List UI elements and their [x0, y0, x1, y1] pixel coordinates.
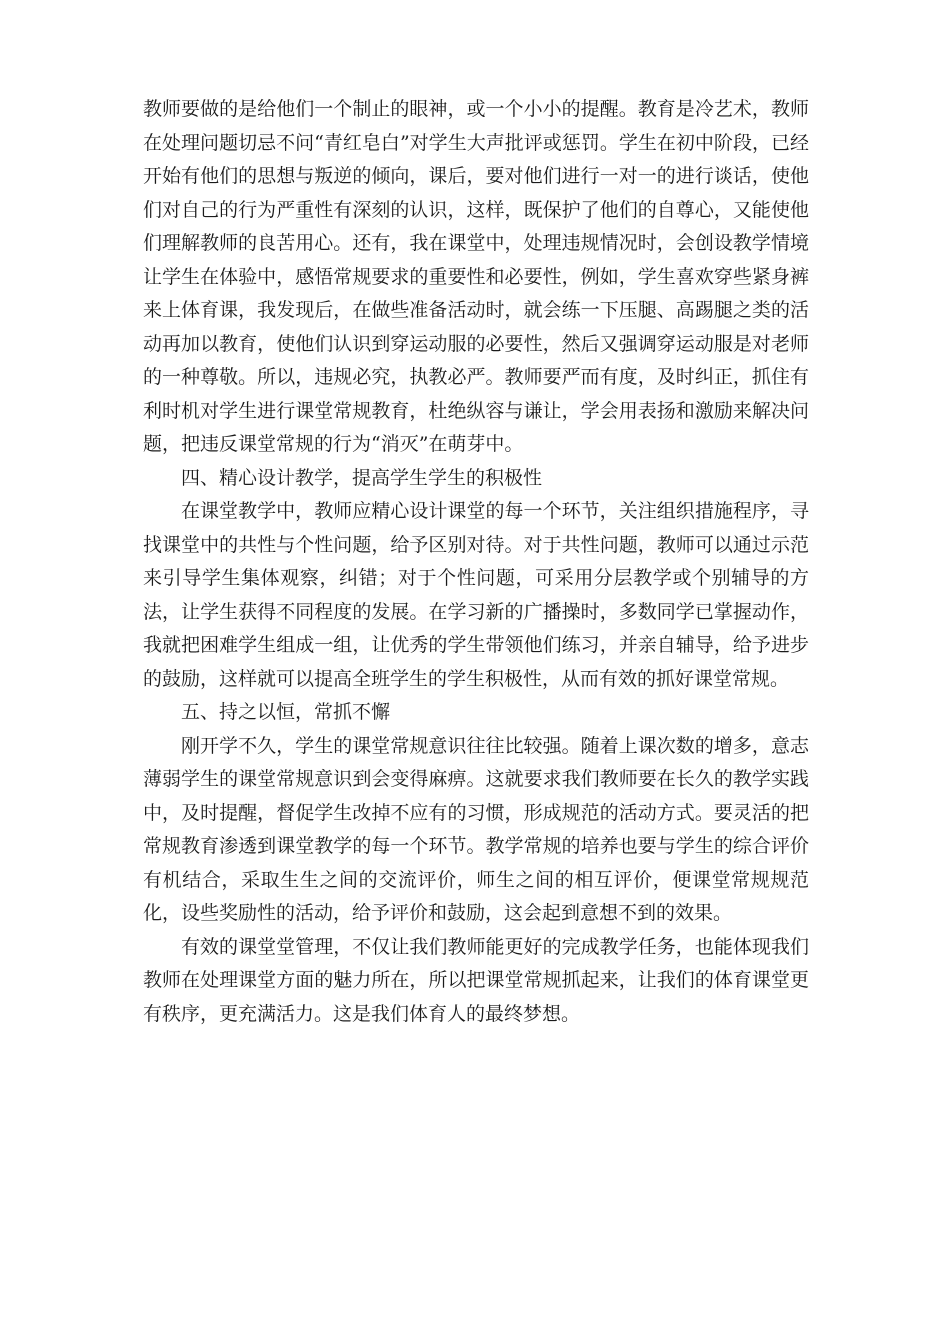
- paragraph-continuation: 教师要做的是给他们一个制止的眼神，或一个小小的提醒。教育是冷艺术，教师在处理问题切忌不问“青红皂白”对学生大声批评或惩罚。学生在初中阶段，已经开始有他们的思想与叛逆的倾向，课后，要对他们进行一对一的进行谈话，使他们对自己的行为严重性有深刻的认识，这样，既保护了他们的自尊心，又能使他们理解教师的良苦用心。还有，我在课堂中，处理违规情况时，会创设教学情境让学生在体验中，感悟常规要求的重要性和必要性，例如，学生喜欢穿些紧身裤来上体育课，我发现后，在做些准备活动时，就会练一下压腿、高踢腿之类的活动再加以教育，使他们认识到穿运动服的必要性，然后又强调穿运动服是对老师的一种尊敬。所以，违规必究，执教必严。教师要严而有度，及时纠正，抓住有利时机对学生进行课堂常规教育，杜绝纵容与谦让，学会用表扬和激励来解决问题，把违反课堂常规的行为“消灭”在萌芽中。: [143, 98, 809, 455]
- document-body: [143, 93, 809, 1031]
- paragraph-section-four: 在课堂教学中，教师应精心设计课堂的每一个环节，关注组织措施程序，寻找课堂中的共性与个性问题，给予区别对待。对于共性问题，教师可以通过示范来引导学生集体观察，纠错；对于个性问题，可采用分层教学或个别辅导的方法，让学生获得不同程度的发展。在学习新的广播操时，多数同学已掌握动作，我就把困难学生组成一组，让优秀的学生带领他们练习，并亲自辅导，给予进步的鼓励，这样就可以提高全班学生的学生积极性，从而有效的抓好课堂常规。: [143, 500, 809, 690]
- section-heading-five: 五、持之以恒，常抓不懈: [181, 701, 391, 723]
- paragraph-conclusion: 有效的课堂堂管理，不仅让我们教师能更好的完成教学任务，也能体现我们教师在处理课堂方面的魅力所在，所以把课堂常规抓起来，让我们的体育课堂更有秩序，更充满活力。这是我们体育人的最终梦想。: [143, 935, 809, 1025]
- section-heading-four: 四、精心设计教学，提高学生学生的积极性: [181, 466, 543, 489]
- paragraph-section-five: 刚开学不久，学生的课堂常规意识往往比较强。随着上课次数的增多，意志薄弱学生的课堂常规意识到会变得麻痹。这就要求我们教师要在长久的教学实践中，及时提醒，督促学生改掉不应有的习惯，形成规范的活动方式。要灵活的把常规教育渗透到课堂教学的每一个环节。教学常规的培养也要与学生的综合评价有机结合，采取生生之间的交流评价，师生之间的相互评价，便课堂常规规范化，设些奖励性的活动，给予评价和鼓励，这会起到意想不到的效果。: [143, 734, 809, 924]
